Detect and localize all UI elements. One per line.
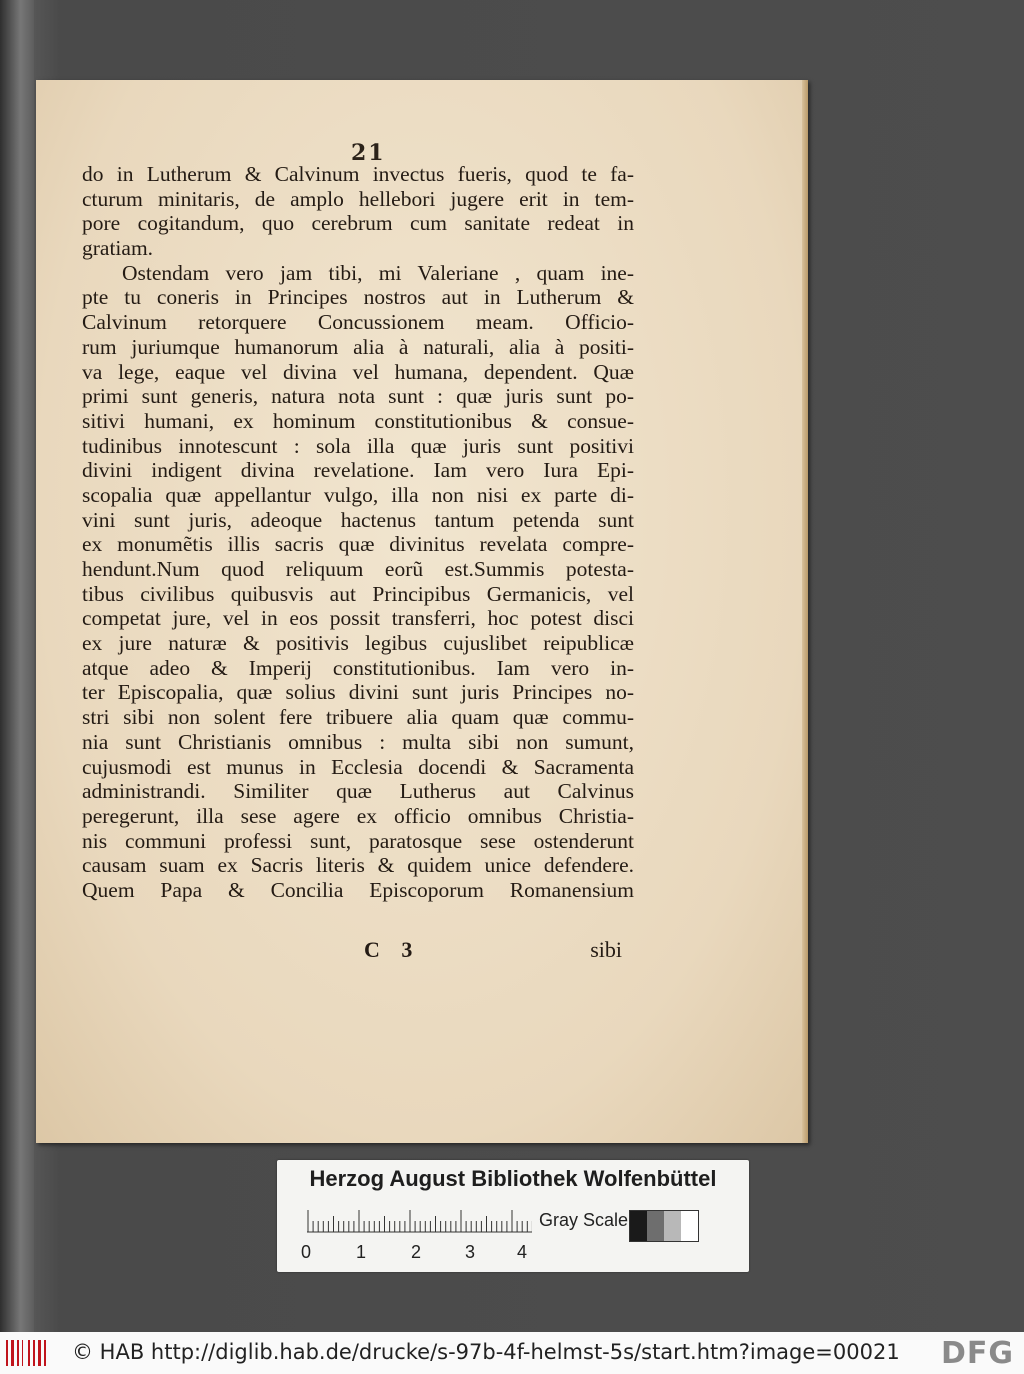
ruler-number: 0 <box>301 1242 312 1262</box>
barcode-bar <box>17 1340 19 1366</box>
card-title: Herzog August Bibliothek Wolfenbüttel <box>309 1166 717 1191</box>
text-line: cturum minitaris, de amplo hellebori jugere erit in tem- <box>82 186 634 211</box>
barcode-bar <box>28 1340 30 1366</box>
text-line: Ostendam vero jam tibi, mi Valeriane , quam ine- <box>122 260 634 285</box>
text-line: tibus civilibus quibusvis aut Principibus Germanicis, vel <box>82 581 634 606</box>
text-line: competat jure, vel in eos possit transferri, hoc potest disci <box>82 606 634 631</box>
text-line: vini sunt juris, adeoque hactenus tantum petenda sunt <box>82 507 634 532</box>
text-line: Calvinum retorquere Concussionem meam. Officio- <box>82 310 634 335</box>
text-block <box>82 162 634 903</box>
ruler-number: 1 <box>356 1242 367 1262</box>
text-line: nia sunt Christianis omnibus : multa sibi non sumunt, <box>82 729 634 754</box>
barcode-bar <box>11 1340 14 1366</box>
barcode-icon <box>6 1340 50 1366</box>
barcode-bar <box>38 1340 41 1366</box>
barcode-bar <box>6 1340 8 1366</box>
text-line: cujusmodi est munus in Ecclesia docendi & Sacramenta <box>82 754 634 779</box>
barcode-bar <box>33 1340 35 1366</box>
text-line: sitivi humani, ex hominum constitutionibus & consue- <box>82 408 634 433</box>
color-calibration-card <box>277 1160 749 1272</box>
viewer-footer <box>0 1332 1024 1374</box>
text-line: pore cogitandum, quo cerebrum cum sanitate redeat in <box>82 211 634 236</box>
text-line: do in Lutherum & Calvinum invectus fueris, quod te fa- <box>82 162 634 186</box>
text-line: primi sunt generis, natura nota sunt : quæ juris sunt po- <box>82 384 634 409</box>
page-number: 21 <box>351 140 386 166</box>
ruler <box>307 1210 532 1234</box>
text-line: rum juriumque humanorum alia à naturali, alia à positi- <box>82 334 634 359</box>
text-line: peregerunt, illa sese agere ex officio omnibus Christia- <box>82 803 634 828</box>
gray-swatch <box>647 1211 664 1241</box>
text-line: nis communi professi sunt, paratosque sese ostenderunt <box>82 828 634 853</box>
page-edge <box>802 80 808 1143</box>
gray-swatch <box>630 1211 647 1241</box>
text-line: Quem Papa & Concilia Episcoporum Romanensium <box>82 877 634 902</box>
text-line: ex jure naturæ & positivis legibus cujuslibet reipublicæ <box>82 631 634 656</box>
barcode-bar <box>22 1340 23 1366</box>
text-line: gratiam. <box>82 236 154 261</box>
gray-scale-label: Gray Scale <box>539 1210 629 1230</box>
gray-swatch <box>664 1211 681 1241</box>
ruler-number: 2 <box>411 1242 422 1262</box>
gray-scale-swatches <box>629 1210 699 1242</box>
signature-line <box>82 937 634 965</box>
text-line: administrandi. Similiter quæ Lutherus aut Calvinus <box>82 779 634 804</box>
barcode-bar <box>44 1340 46 1366</box>
text-line: pte tu coneris in Principes nostros aut in Lutherum & <box>82 285 634 310</box>
ruler-number: 3 <box>465 1242 476 1262</box>
signature-mark: C 3 <box>364 937 421 962</box>
text-line: scopalia quæ appellantur vulgo, illa non nisi ex parte di- <box>82 482 634 507</box>
catchword: sibi <box>590 937 622 962</box>
text-line: hendunt.Num quod reliquum eorũ est.Summis potesta- <box>82 557 634 581</box>
text-line: ter Episcopalia, quæ solius divini sunt juris Principes no- <box>82 680 634 705</box>
ruler-number: 4 <box>517 1242 528 1262</box>
gray-swatch <box>681 1211 698 1241</box>
text-line: divini indigent divina revelatione. Iam vero Iura Epi- <box>82 458 634 483</box>
text-line: va lege, eaque vel divina vel humana, dependent. Quæ <box>82 359 634 384</box>
text-line: causam suam ex Sacris literis & quidem unice defendere. <box>82 853 634 878</box>
text-line: atque adeo & Imperij constitutionibus. Iam vero in- <box>82 655 634 680</box>
text-line: ex monumẽtis illis sacris quæ divinitus revelata compre- <box>82 532 634 557</box>
dfg-logo: DFG <box>940 1336 1014 1371</box>
text-line: tudinibus innotescunt : sola illa quæ juris sunt positivi <box>82 433 634 458</box>
source-url[interactable]: © HAB http://diglib.hab.de/drucke/s-97b-4f-helmst-5s/start.htm?image=00021 <box>72 1340 900 1364</box>
facing-page-edge <box>0 0 34 1332</box>
text-line: stri sibi non solent fere tribuere alia quam quæ commu- <box>82 705 634 730</box>
